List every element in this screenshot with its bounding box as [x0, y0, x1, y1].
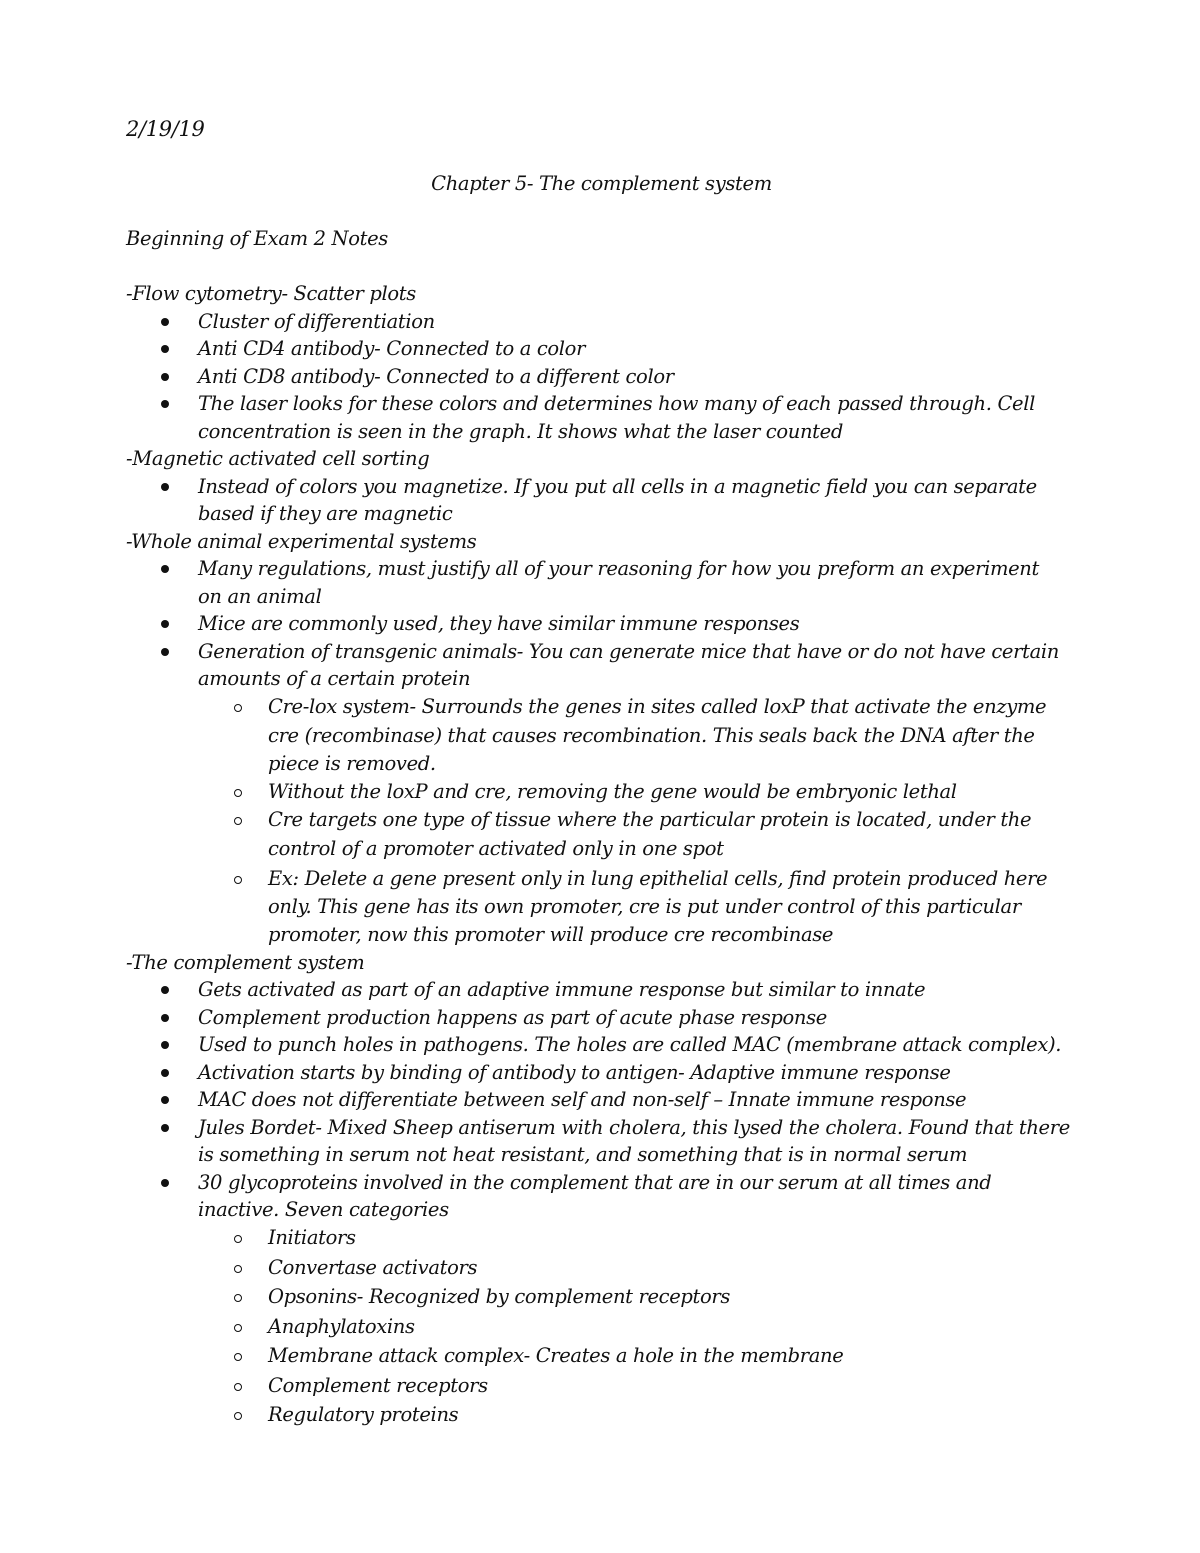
bullet-icon	[161, 345, 169, 353]
bullet-icon	[161, 648, 169, 656]
bullet-icon	[161, 1041, 169, 1049]
notes-subtitle: Beginning of Exam 2 Notes	[126, 227, 388, 250]
list-item: Cluster of differentiation	[198, 310, 435, 333]
list-item: Gets activated as part of an adaptive immune response but similar to innate	[198, 978, 926, 1001]
list-item: Anti CD4 antibody- Connected to a color	[198, 337, 586, 360]
sub-bullet-icon	[234, 876, 242, 884]
bullet-icon	[161, 620, 169, 628]
sub-bullet-icon	[234, 1294, 242, 1302]
sub-list-item: Cre-lox system- Surrounds the genes in sites called loxP that activate the enzyme	[268, 695, 1047, 718]
sub-bullet-icon	[234, 1383, 242, 1391]
list-item: Complement production happens as part of acute phase response	[198, 1006, 827, 1029]
list-item: Many regulations, must justify all of your reasoning for how you preform an experiment	[198, 557, 1039, 580]
list-item: Mice are commonly used, they have similar immune responses	[198, 612, 800, 635]
list-item-continuation: based if they are magnetic	[198, 502, 453, 525]
sub-list-item: Cre targets one type of tissue where the particular protein is located, under the	[268, 808, 1032, 831]
sub-list-item: Anaphylatoxins	[268, 1315, 415, 1338]
bullet-icon	[161, 1096, 169, 1104]
bullet-icon	[161, 1124, 169, 1132]
bullet-icon	[161, 483, 169, 491]
bullet-icon	[161, 565, 169, 573]
list-item: Jules Bordet- Mixed Sheep antiserum with cholera, this lysed the cholera. Found that there	[198, 1116, 1070, 1139]
sub-bullet-icon	[234, 704, 242, 712]
bullet-icon	[161, 318, 169, 326]
sub-list-item: Without the loxP and cre, removing the gene would be embryonic lethal	[268, 780, 957, 803]
bullet-icon	[161, 986, 169, 994]
sub-list-item: Opsonins- Recognized by complement receptors	[268, 1285, 731, 1308]
list-item: Generation of transgenic animals- You can generate mice that have or do not have certain	[198, 640, 1059, 663]
sub-bullet-icon	[234, 789, 242, 797]
list-item-continuation: on an animal	[198, 585, 322, 608]
list-item: Instead of colors you magnetize. If you put all cells in a magnetic field you can separate	[198, 475, 1037, 498]
bullet-icon	[161, 400, 169, 408]
sub-bullet-icon	[234, 817, 242, 825]
list-item-continuation: inactive. Seven categories	[198, 1198, 449, 1221]
sub-list-item-continuation: control of a promoter activated only in one spot	[268, 837, 724, 860]
bullet-icon	[161, 373, 169, 381]
list-item: Anti CD8 antibody- Connected to a different color	[198, 365, 674, 388]
list-item: Activation starts by binding of antibody to antigen- Adaptive immune response	[198, 1061, 951, 1084]
sub-bullet-icon	[234, 1412, 242, 1420]
sub-list-item: Complement receptors	[268, 1374, 488, 1397]
sub-bullet-icon	[234, 1265, 242, 1273]
sub-bullet-icon	[234, 1353, 242, 1361]
list-item: MAC does not differentiate between self and non-self – Innate immune response	[198, 1088, 967, 1111]
list-item: Used to punch holes in pathogens. The holes are called MAC (membrane attack complex).	[198, 1033, 1062, 1056]
bullet-icon	[161, 1069, 169, 1077]
sub-list-item-continuation: promoter, now this promoter will produce cre recombinase	[268, 923, 834, 946]
sub-list-item-continuation: piece is removed.	[268, 752, 436, 775]
sub-list-item-continuation: cre (recombinase) that causes recombination. This seals back the DNA after the	[268, 724, 1035, 747]
sub-list-item-continuation: only. This gene has its own promoter, cre is put under control of this particular	[268, 895, 1021, 918]
chapter-title: Chapter 5- The complement system	[431, 172, 772, 195]
section-heading-complement-system: -The complement system	[126, 951, 365, 974]
section-heading-magnetic-sorting: -Magnetic activated cell sorting	[126, 447, 430, 470]
sub-list-item: Convertase activators	[268, 1256, 478, 1279]
sub-bullet-icon	[234, 1235, 242, 1243]
list-item-continuation: concentration is seen in the graph. It shows what the laser counted	[198, 420, 843, 443]
bullet-icon	[161, 1014, 169, 1022]
list-item: The laser looks for these colors and determines how many of each passed through. Cell	[198, 392, 1035, 415]
sub-list-item: Membrane attack complex- Creates a hole in the membrane	[268, 1344, 844, 1367]
sub-bullet-icon	[234, 1324, 242, 1332]
list-item: 30 glycoproteins involved in the complement that are in our serum at all times and	[198, 1171, 992, 1194]
sub-list-item: Regulatory proteins	[268, 1403, 459, 1426]
sub-list-item: Ex: Delete a gene present only in lung epithelial cells, find protein produced here	[268, 867, 1048, 890]
list-item-continuation: is something in serum not heat resistant, and something that is in normal serum	[198, 1143, 968, 1166]
bullet-icon	[161, 1179, 169, 1187]
note-date: 2/19/19	[126, 117, 205, 141]
section-heading-flow-cytometry: -Flow cytometry- Scatter plots	[126, 282, 416, 305]
sub-list-item: Initiators	[268, 1226, 356, 1249]
section-heading-whole-animal: -Whole animal experimental systems	[126, 530, 477, 553]
list-item-continuation: amounts of a certain protein	[198, 667, 471, 690]
